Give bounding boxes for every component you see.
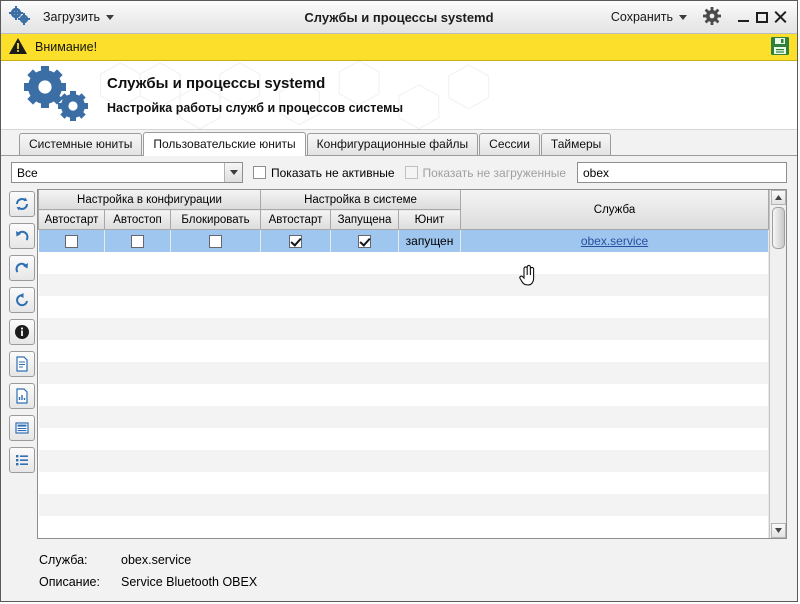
bullet-list-icon [14, 452, 30, 468]
undo-icon [14, 228, 30, 244]
load-menu-label: Загрузить [43, 10, 101, 24]
cell-sys-autostart[interactable] [261, 230, 331, 253]
scroll-up-button[interactable] [771, 190, 786, 205]
table-row-empty[interactable] [39, 516, 769, 538]
tab-strip [1, 130, 797, 156]
tab-system-units[interactable]: Системные юниты [19, 133, 142, 155]
column-header-sys-running[interactable]: Запущена [331, 210, 399, 230]
scroll-up-icon [775, 195, 782, 200]
side-toolbar [7, 189, 37, 539]
table-row-empty[interactable] [39, 494, 769, 516]
scroll-down-icon [775, 528, 782, 533]
table-row[interactable] [39, 230, 769, 253]
table-row-empty[interactable] [39, 362, 769, 384]
column-header-cfg-block[interactable]: Блокировать [171, 210, 261, 230]
column-header-cfg-autostop[interactable]: Автостоп [105, 210, 171, 230]
table-body [39, 230, 769, 539]
info-button[interactable] [9, 319, 35, 345]
tab-config-files[interactable]: Конфигурационные файлы [307, 133, 478, 155]
floppy-save-icon[interactable] [771, 37, 789, 58]
redo-button[interactable] [9, 255, 35, 281]
report-button[interactable] [9, 383, 35, 409]
details-panel [1, 539, 797, 601]
window-title: Службы и процессы systemd [304, 9, 494, 25]
reset-icon [14, 292, 30, 308]
chevron-down-icon [679, 15, 687, 20]
filter-bar [1, 156, 797, 189]
refresh-icon [14, 196, 30, 212]
table-row-empty[interactable] [39, 450, 769, 472]
cell-sys-running[interactable] [331, 230, 399, 253]
table-row-empty[interactable] [39, 472, 769, 494]
checkbox-cfg-autostart[interactable] [65, 235, 78, 248]
log-button[interactable] [9, 415, 35, 441]
redo-icon [14, 260, 30, 276]
save-menu-button[interactable] [603, 7, 695, 27]
cell-cfg-autostart[interactable] [39, 230, 105, 253]
checkbox-sys-autostart[interactable] [289, 235, 302, 248]
page-banner [1, 61, 797, 130]
log-icon [14, 420, 30, 436]
details-description-row [39, 571, 797, 593]
maximize-button[interactable] [756, 12, 768, 23]
scrollbar-thumb[interactable] [772, 207, 785, 249]
chevron-down-icon[interactable] [224, 163, 242, 182]
vertical-scrollbar[interactable] [769, 190, 786, 538]
table-row-empty[interactable] [39, 274, 769, 296]
checkbox-cfg-block[interactable] [209, 235, 222, 248]
chevron-down-icon [106, 15, 114, 20]
search-input-value: obex [583, 165, 610, 180]
units-table [37, 189, 787, 539]
title-bar [1, 1, 797, 34]
gears-icon [19, 65, 93, 126]
show-unloaded-label: Показать не загруженные [422, 165, 567, 180]
show-unloaded-checkbox[interactable] [405, 166, 566, 180]
cell-cfg-autostop[interactable] [105, 230, 171, 253]
reset-button[interactable] [9, 287, 35, 313]
table-row-empty[interactable] [39, 406, 769, 428]
content-area [1, 189, 797, 539]
cell-service[interactable]: obex.service [461, 230, 769, 253]
column-header-cfg-autostart[interactable]: Автостарт [39, 210, 105, 230]
table-group-header-row [39, 190, 769, 210]
list-button[interactable] [9, 447, 35, 473]
document-icon [14, 356, 30, 372]
info-icon [14, 324, 30, 340]
save-menu-label: Сохранить [610, 10, 673, 24]
details-description-label: Описание: [39, 575, 100, 589]
column-header-unit[interactable]: Юнит [399, 210, 461, 230]
group-header-config: Настройка в конфигурации [39, 190, 261, 210]
close-button[interactable] [774, 11, 787, 24]
tab-timers[interactable]: Таймеры [541, 133, 611, 155]
cell-cfg-block[interactable] [171, 230, 261, 253]
load-menu-button[interactable] [35, 7, 122, 27]
checkbox-box [405, 166, 418, 179]
undo-button[interactable] [9, 223, 35, 249]
table-row-empty[interactable] [39, 296, 769, 318]
settings-gear-icon[interactable] [703, 7, 721, 28]
details-service-value: obex.service [121, 553, 192, 567]
search-input[interactable] [577, 162, 787, 183]
checkbox-box [253, 166, 266, 179]
warning-text: Внимание! [35, 40, 98, 54]
checkbox-sys-running[interactable] [358, 235, 371, 248]
details-service-row [39, 549, 797, 571]
report-icon [14, 388, 30, 404]
table-row-empty[interactable] [39, 340, 769, 362]
document-button[interactable] [9, 351, 35, 377]
table-row-empty[interactable] [39, 428, 769, 450]
cell-unit: запущен [399, 230, 461, 253]
group-header-system: Настройка в системе [261, 190, 461, 210]
warning-bar [1, 34, 797, 61]
app-gears-icon [9, 6, 31, 29]
table-row-empty[interactable] [39, 318, 769, 340]
warning-triangle-icon [9, 38, 27, 57]
show-inactive-checkbox[interactable] [253, 166, 395, 180]
refresh-button[interactable] [9, 191, 35, 217]
show-inactive-label: Показать не активные [271, 165, 395, 180]
scroll-down-button[interactable] [771, 523, 786, 538]
checkbox-cfg-autostop[interactable] [131, 235, 144, 248]
minimize-button[interactable] [737, 11, 750, 24]
banner-subtitle: Настройка работы служб и процессов системы [107, 101, 404, 115]
column-header-sys-autostart[interactable]: Автостарт [261, 210, 331, 230]
tab-user-units[interactable]: Пользовательские юниты [143, 132, 305, 156]
filter-combo[interactable] [11, 162, 243, 183]
filter-combo-value: Все [17, 165, 38, 180]
column-header-service[interactable]: Служба [461, 190, 769, 230]
details-service-label: Служба: [39, 553, 88, 567]
details-description-value: Service Bluetooth OBEX [121, 575, 258, 589]
tab-sessions[interactable]: Сессии [479, 133, 540, 155]
banner-title: Службы и процессы systemd [107, 75, 326, 92]
table-row-empty[interactable] [39, 252, 769, 274]
table-row-empty[interactable] [39, 384, 769, 406]
